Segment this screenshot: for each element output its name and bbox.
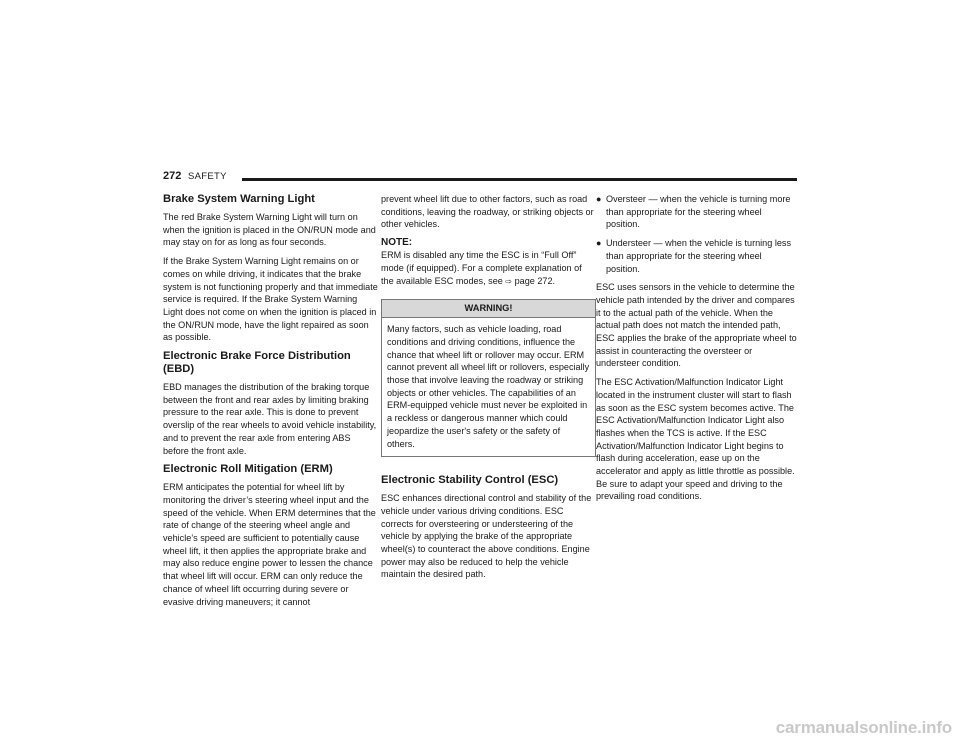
section-name: SAFETY xyxy=(188,171,227,182)
header-rule xyxy=(242,178,797,181)
page-header xyxy=(163,170,797,184)
esc-paragraph-2: ESC uses sensors in the vehicle to determine the vehicle path intended by the driver and compares it to the actual path of the vehicle. When the actual path does not match the intended path, ESC applies the brake of the appropriate wheel to assist in counteracting the oversteer or understeer condition. xyxy=(596,282,797,369)
erm-continued-paragraph: prevent wheel lift due to other factors, such as road conditions, leaving the roadway, or striking objects or other vehicles. xyxy=(381,194,594,230)
bullet-text: Understeer — when the vehicle is turning less than appropriate for the steering wheel position. xyxy=(606,238,791,274)
brake-warning-paragraph-1: The red Brake System Warning Light will turn on when the ignition is placed in the ON/RUN mode and may stay on for as long as four seconds. xyxy=(163,212,376,248)
bullet-icon: ● xyxy=(596,238,602,249)
bullet-text: Oversteer — when the vehicle is turning more than appropriate for the steering wheel position. xyxy=(606,194,791,230)
page-reference-arrow-icon: ⇨ xyxy=(505,276,513,286)
esc-paragraph-1: ESC enhances directional control and stability of the vehicle under various driving conditions. ESC corrects for oversteering or understeering of the vehicle by applying the brake of the appropriate wheel(s) to counteract the above conditions. Engine power may also be reduced to help the vehicle maintain the desired path. xyxy=(381,493,592,580)
note-label: NOTE: xyxy=(381,237,413,249)
page-number: 272 xyxy=(163,170,182,182)
bullet-oversteer xyxy=(596,193,798,231)
note-text: ERM is disabled any time the ESC is in “Full Off” mode (if equipped). For a complete explanation of the available ESC modes, see xyxy=(381,250,582,286)
esc-paragraph-3: The ESC Activation/Malfunction Indicator Light located in the instrument cluster will start to flash as soon as the ESC system becomes active. The ESC Activation/Malfunction Indicator Light also flashes when the TCS is active. If the ESC Activation/Malfunction Indicator Light begins to flash during acceleration, ease up on the accelerator and apply as little throttle as possible. Be sure to adapt your speed and driving to the prevailing road conditions. xyxy=(596,377,795,502)
warning-box xyxy=(381,299,596,457)
bullet-icon: ● xyxy=(596,194,602,204)
column-2 xyxy=(381,193,596,587)
column-3 xyxy=(596,193,798,509)
column-1 xyxy=(163,193,378,614)
esc-heading: Electronic Stability Control (ESC) xyxy=(381,474,559,487)
erm-heading: Electronic Roll Mitigation (ERM) xyxy=(163,463,333,476)
page-reference-link[interactable]: page 272. xyxy=(514,275,556,286)
warning-text: Many factors, such as vehicle loading, road conditions and driving conditions, influence the chance that wheel lift or rollover may occur. ERM cannot prevent all wheel lift or rollovers, especially those that involve leaving the roadway or striking objects or other vehicles. The capabilities of an ERM-equipped vehicle must never be exploited in a reckless or dangerous manner which could jeopardize the user's safety or the safety of others. xyxy=(387,324,590,449)
ebd-paragraph: EBD manages the distribution of the braking torque between the front and rear axles by limiting braking pressure to the rear axle. This is done to prevent overslip of the rear wheels to avoid vehicle instability, and to prevent the rear axle from entering ABS before the front axle. xyxy=(163,382,377,456)
ebd-heading: Electronic Brake Force Distribution (EBD) xyxy=(163,350,351,376)
note-paragraph xyxy=(381,249,596,288)
warning-heading: WARNING! xyxy=(382,300,595,318)
watermark: carmanualsonline.info xyxy=(775,718,952,737)
erm-paragraph: ERM anticipates the potential for wheel lift by monitoring the driver’s steering wheel input and the speed of the vehicle. When ERM determines that the rate of change of the steering wheel angle and vehicle’s speed are sufficient to potentially cause wheel lift, it then applies the appropriate brake and may also reduce engine power to lessen the chance that wheel lift will occur. ERM can only reduce the chance of wheel lift occurring during severe or evasive driving maneuvers; it cannot xyxy=(163,482,376,607)
brake-warning-heading: Brake System Warning Light xyxy=(163,193,315,205)
brake-warning-paragraph-2: If the Brake System Warning Light remains on or comes on while driving, it indicates that the brake system is not functioning properly and that immediate service is required. If the Brake System Warning Light does not come on when the ignition is placed in the ON/RUN mode, have the light repaired as soon as possible. xyxy=(163,256,378,343)
bullet-understeer xyxy=(596,237,798,275)
